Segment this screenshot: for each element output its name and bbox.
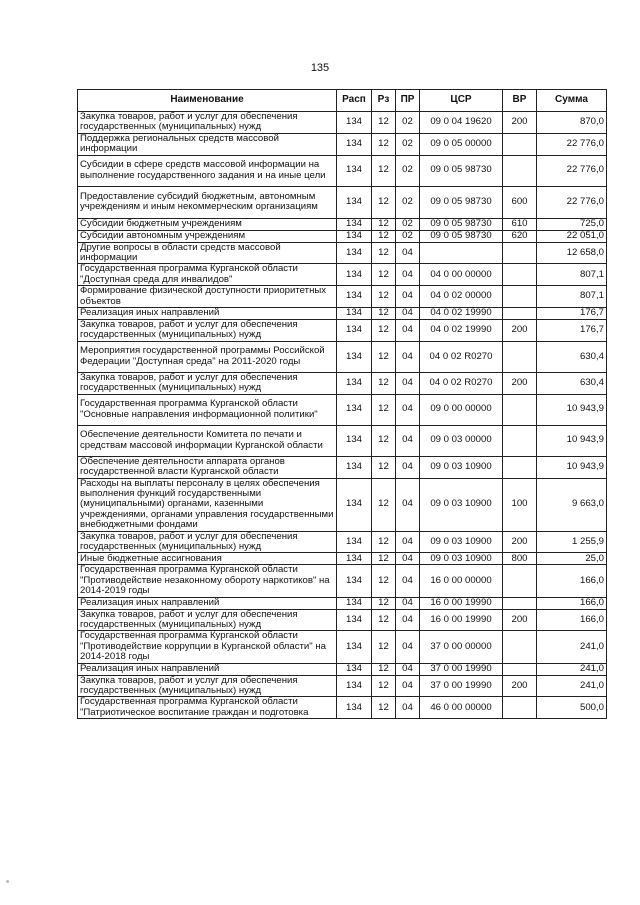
cell-csr: 09 0 03 10900	[420, 478, 503, 531]
cell-rasp: 134	[337, 675, 372, 697]
cell-pr: 04	[396, 697, 420, 719]
cell-rasp: 134	[337, 553, 372, 565]
cell-vr	[503, 308, 537, 320]
cell-vr: 620	[503, 230, 537, 242]
cell-pr: 02	[396, 218, 420, 230]
cell-csr: 16 0 00 19990	[420, 609, 503, 631]
cell-rasp: 134	[337, 230, 372, 242]
cell-name: Реализация иных направлений	[78, 308, 337, 320]
cell-csr: 37 0 00 19990	[420, 663, 503, 675]
cell-pr: 04	[396, 394, 420, 425]
cell-csr: 04 0 02 19990	[420, 308, 503, 320]
cell-vr: 800	[503, 553, 537, 565]
cell-sum: 500,0	[537, 697, 607, 719]
cell-pr: 04	[396, 320, 420, 342]
cell-rz: 12	[372, 425, 396, 456]
cell-vr	[503, 425, 537, 456]
cell-vr: 200	[503, 112, 537, 134]
cell-pr: 02	[396, 230, 420, 242]
cell-name: Субсидии автономным учреждениям	[78, 230, 337, 242]
cell-rz: 12	[372, 230, 396, 242]
cell-vr	[503, 155, 537, 186]
cell-name: Государственная программа Курганской области "Основные направления информационной политики"	[78, 394, 337, 425]
cell-rasp: 134	[337, 631, 372, 663]
table-row	[78, 320, 607, 342]
table-row	[78, 425, 607, 456]
cell-csr: 16 0 00 19990	[420, 597, 503, 609]
cell-rasp: 134	[337, 372, 372, 394]
cell-rz: 12	[372, 112, 396, 134]
cell-rz: 12	[372, 394, 396, 425]
cell-rasp: 134	[337, 320, 372, 342]
cell-csr: 09 0 03 10900	[420, 456, 503, 478]
cell-rz: 12	[372, 531, 396, 553]
cell-vr	[503, 565, 537, 597]
cell-name: Закупка товаров, работ и услуг для обеспечения государственных (муниципальных) нужд	[78, 320, 337, 342]
header-sum: Сумма	[537, 90, 607, 112]
table-row	[78, 341, 607, 372]
cell-pr: 04	[396, 663, 420, 675]
cell-pr: 04	[396, 565, 420, 597]
cell-pr: 04	[396, 286, 420, 308]
table-row	[78, 155, 607, 186]
cell-sum: 176,7	[537, 320, 607, 342]
cell-sum: 807,1	[537, 264, 607, 286]
cell-pr: 02	[396, 133, 420, 155]
cell-pr: 02	[396, 186, 420, 218]
header-rasp: Расп	[337, 90, 372, 112]
table-row	[78, 531, 607, 553]
cell-vr: 100	[503, 478, 537, 531]
cell-rz: 12	[372, 478, 396, 531]
cell-pr: 04	[396, 531, 420, 553]
cell-csr: 04 0 02 R0270	[420, 341, 503, 372]
cell-csr: 09 0 05 98730	[420, 230, 503, 242]
table-row	[78, 565, 607, 597]
cell-rasp: 134	[337, 565, 372, 597]
cell-vr	[503, 597, 537, 609]
cell-sum: 10 943,9	[537, 425, 607, 456]
cell-rasp: 134	[337, 456, 372, 478]
cell-csr: 04 0 02 00000	[420, 286, 503, 308]
cell-csr: 09 0 03 00000	[420, 425, 503, 456]
cell-csr: 16 0 00 00000	[420, 565, 503, 597]
cell-csr: 37 0 00 19990	[420, 675, 503, 697]
table-row	[78, 631, 607, 663]
cell-vr: 200	[503, 320, 537, 342]
cell-pr: 04	[396, 631, 420, 663]
cell-name: Формирование физической доступности приоритетных объектов	[78, 286, 337, 308]
table-row	[78, 286, 607, 308]
cell-rz: 12	[372, 308, 396, 320]
table-row	[78, 186, 607, 218]
cell-vr	[503, 456, 537, 478]
cell-name: Закупка товаров, работ и услуг для обеспечения государственных (муниципальных) нужд	[78, 675, 337, 697]
cell-rz: 12	[372, 663, 396, 675]
cell-sum: 22 051,0	[537, 230, 607, 242]
cell-name: Реализация иных направлений	[78, 663, 337, 675]
cell-sum: 630,4	[537, 341, 607, 372]
margin-mark	[6, 880, 9, 883]
cell-rasp: 134	[337, 663, 372, 675]
header-rz: Рз	[372, 90, 396, 112]
cell-sum: 22 776,0	[537, 186, 607, 218]
cell-name: Поддержка региональных средств массовой информации	[78, 133, 337, 155]
cell-sum: 12 658,0	[537, 242, 607, 264]
cell-rz: 12	[372, 456, 396, 478]
cell-rz: 12	[372, 186, 396, 218]
cell-name: Обеспечение деятельности Комитета по печати и средствам массовой информации Курганской области	[78, 425, 337, 456]
cell-pr: 04	[396, 597, 420, 609]
table-row	[78, 230, 607, 242]
cell-csr: 46 0 00 00000	[420, 697, 503, 719]
cell-sum: 166,0	[537, 565, 607, 597]
cell-name: Закупка товаров, работ и услуг для обеспечения государственных (муниципальных) нужд	[78, 609, 337, 631]
cell-csr: 37 0 00 00000	[420, 631, 503, 663]
cell-pr: 04	[396, 478, 420, 531]
cell-rasp: 134	[337, 394, 372, 425]
budget-table	[77, 89, 607, 719]
cell-vr	[503, 341, 537, 372]
cell-rasp: 134	[337, 478, 372, 531]
table-body	[78, 112, 607, 719]
cell-rz: 12	[372, 565, 396, 597]
table-row	[78, 394, 607, 425]
cell-name: Закупка товаров, работ и услуг для обеспечения государственных (муниципальных) нужд	[78, 531, 337, 553]
cell-sum: 241,0	[537, 631, 607, 663]
cell-vr	[503, 663, 537, 675]
cell-rz: 12	[372, 372, 396, 394]
cell-sum: 1 255,9	[537, 531, 607, 553]
cell-rasp: 134	[337, 112, 372, 134]
cell-rz: 12	[372, 155, 396, 186]
header-name: Наименование	[78, 90, 337, 112]
cell-rz: 12	[372, 218, 396, 230]
table-row	[78, 264, 607, 286]
cell-rasp: 134	[337, 218, 372, 230]
cell-sum: 807,1	[537, 286, 607, 308]
cell-name: Государственная программа Курганской области "Противодействие коррупции в Курганской области" на 2014-2018 годы	[78, 631, 337, 663]
cell-rasp: 134	[337, 242, 372, 264]
cell-vr	[503, 394, 537, 425]
cell-sum: 241,0	[537, 675, 607, 697]
table-row	[78, 663, 607, 675]
header-pr: ПР	[396, 90, 420, 112]
cell-sum: 9 663,0	[537, 478, 607, 531]
cell-rz: 12	[372, 320, 396, 342]
cell-vr	[503, 242, 537, 264]
cell-csr: 09 0 05 98730	[420, 155, 503, 186]
cell-name: Предоставление субсидий бюджетным, автономным учреждениям и иным некоммерческим организациям	[78, 186, 337, 218]
table-row	[78, 308, 607, 320]
cell-csr: 04 0 02 R0270	[420, 372, 503, 394]
cell-pr: 04	[396, 425, 420, 456]
cell-vr	[503, 264, 537, 286]
cell-vr: 200	[503, 531, 537, 553]
cell-vr: 200	[503, 675, 537, 697]
cell-sum: 25,0	[537, 553, 607, 565]
cell-rasp: 134	[337, 597, 372, 609]
cell-name: Обеспечение деятельности аппарата органов государственной власти Курганской области	[78, 456, 337, 478]
cell-rz: 12	[372, 341, 396, 372]
cell-sum: 22 776,0	[537, 133, 607, 155]
cell-rz: 12	[372, 631, 396, 663]
cell-rasp: 134	[337, 609, 372, 631]
cell-rasp: 134	[337, 308, 372, 320]
cell-csr: 09 0 00 00000	[420, 394, 503, 425]
cell-name: Государственная программа Курганской области "Патриотическое воспитание граждан и подготовка	[78, 697, 337, 719]
cell-vr: 610	[503, 218, 537, 230]
table-row	[78, 133, 607, 155]
cell-rz: 12	[372, 553, 396, 565]
cell-vr	[503, 133, 537, 155]
cell-pr: 04	[396, 675, 420, 697]
table-row	[78, 675, 607, 697]
cell-sum: 166,0	[537, 609, 607, 631]
cell-rz: 12	[372, 264, 396, 286]
header-csr: ЦСР	[420, 90, 503, 112]
cell-csr: 09 0 05 00000	[420, 133, 503, 155]
table-row	[78, 456, 607, 478]
cell-pr: 04	[396, 372, 420, 394]
cell-pr: 04	[396, 264, 420, 286]
cell-name: Другие вопросы в области средств массовой информации	[78, 242, 337, 264]
table-row	[78, 112, 607, 134]
cell-rz: 12	[372, 597, 396, 609]
header-vr: ВР	[503, 90, 537, 112]
cell-rz: 12	[372, 609, 396, 631]
cell-sum: 10 943,9	[537, 456, 607, 478]
table-header-row	[78, 90, 607, 112]
cell-sum: 630,4	[537, 372, 607, 394]
cell-csr	[420, 242, 503, 264]
table-row	[78, 597, 607, 609]
cell-name: Субсидии в сфере средств массовой информации на выполнение государственного задания и на иные цели	[78, 155, 337, 186]
cell-csr: 04 0 02 19990	[420, 320, 503, 342]
cell-pr: 04	[396, 456, 420, 478]
cell-name: Реализация иных направлений	[78, 597, 337, 609]
cell-name: Закупка товаров, работ и услуг для обеспечения государственных (муниципальных) нужд	[78, 372, 337, 394]
cell-rasp: 134	[337, 186, 372, 218]
cell-pr: 02	[396, 112, 420, 134]
cell-pr: 02	[396, 155, 420, 186]
cell-pr: 04	[396, 308, 420, 320]
cell-pr: 04	[396, 341, 420, 372]
cell-rasp: 134	[337, 286, 372, 308]
cell-rz: 12	[372, 242, 396, 264]
cell-vr	[503, 631, 537, 663]
cell-rz: 12	[372, 286, 396, 308]
cell-rasp: 134	[337, 133, 372, 155]
cell-sum: 725,0	[537, 218, 607, 230]
cell-pr: 04	[396, 609, 420, 631]
cell-rasp: 134	[337, 155, 372, 186]
cell-rz: 12	[372, 697, 396, 719]
cell-name: Расходы на выплаты персоналу в целях обеспечения выполнения функций государственными (муниципальными) органами, казенными учреждениями, органами управления государственными внебюджетными фондами	[78, 478, 337, 531]
cell-name: Государственная программа Курганской области "Противодействие незаконному обороту наркотиков" на 2014-2019 годы	[78, 565, 337, 597]
cell-csr: 09 0 03 10900	[420, 553, 503, 565]
cell-vr: 200	[503, 609, 537, 631]
cell-vr: 600	[503, 186, 537, 218]
cell-csr: 09 0 05 98730	[420, 218, 503, 230]
cell-csr: 04 0 00 00000	[420, 264, 503, 286]
cell-csr: 09 0 04 19620	[420, 112, 503, 134]
cell-pr: 04	[396, 242, 420, 264]
cell-sum: 870,0	[537, 112, 607, 134]
cell-rz: 12	[372, 133, 396, 155]
table-row	[78, 218, 607, 230]
cell-sum: 22 776,0	[537, 155, 607, 186]
cell-rasp: 134	[337, 425, 372, 456]
cell-rasp: 134	[337, 341, 372, 372]
cell-csr: 09 0 03 10900	[420, 531, 503, 553]
table-row	[78, 697, 607, 719]
cell-sum: 241,0	[537, 663, 607, 675]
cell-pr: 04	[396, 553, 420, 565]
cell-rz: 12	[372, 675, 396, 697]
table-row	[78, 242, 607, 264]
cell-rasp: 134	[337, 531, 372, 553]
cell-vr	[503, 697, 537, 719]
cell-vr: 200	[503, 372, 537, 394]
table-row	[78, 372, 607, 394]
cell-sum: 166,0	[537, 597, 607, 609]
cell-rasp: 134	[337, 697, 372, 719]
cell-sum: 176,7	[537, 308, 607, 320]
table-row	[78, 553, 607, 565]
cell-name: Субсидии бюджетным учреждениям	[78, 218, 337, 230]
page-number: 135	[310, 62, 330, 74]
cell-vr	[503, 286, 537, 308]
cell-rasp: 134	[337, 264, 372, 286]
table-row	[78, 478, 607, 531]
cell-name: Мероприятия государственной программы Российской Федерации "Доступная среда" на 2011-2020 годы	[78, 341, 337, 372]
cell-name: Государственная программа Курганской области "Доступная среда для инвалидов"	[78, 264, 337, 286]
cell-name: Закупка товаров, работ и услуг для обеспечения государственных (муниципальных) нужд	[78, 112, 337, 134]
table-row	[78, 609, 607, 631]
cell-name: Иные бюджетные ассигнования	[78, 553, 337, 565]
cell-sum: 10 943,9	[537, 394, 607, 425]
cell-csr: 09 0 05 98730	[420, 186, 503, 218]
